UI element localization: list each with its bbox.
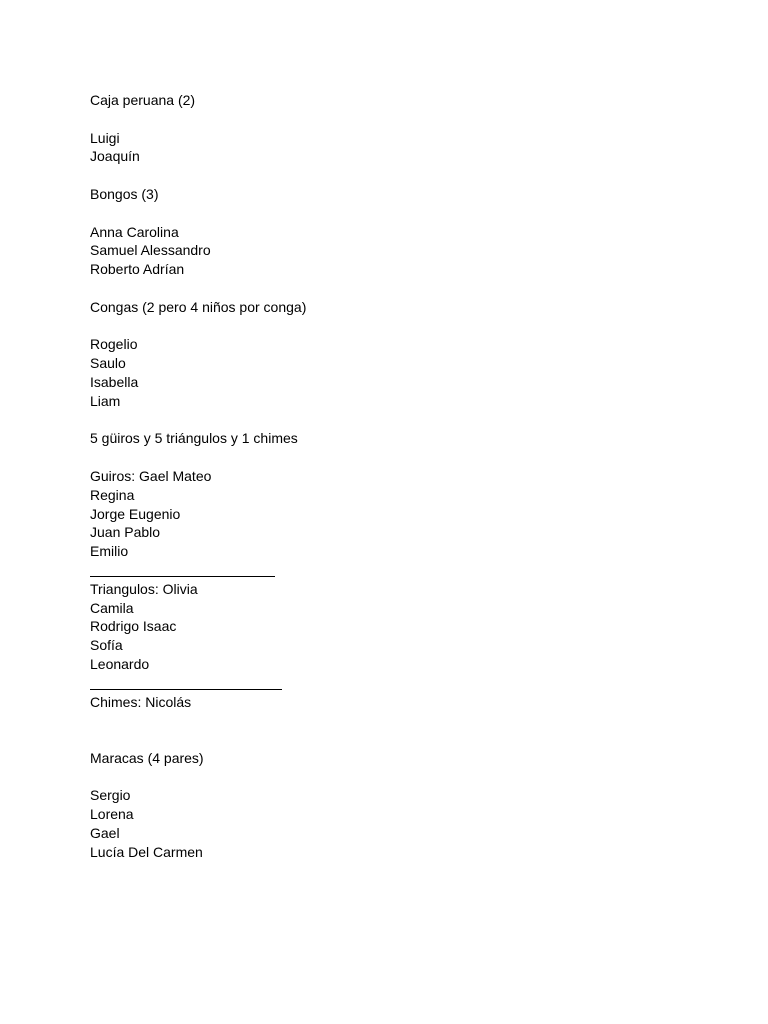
name-item: Regina [90, 486, 135, 503]
name-item: Sergio [90, 787, 131, 804]
section-heading: Congas (2 pero 4 niños por conga) [90, 298, 307, 315]
name-item: Triangulos: Olivia [90, 580, 198, 597]
name-item: Luigi [90, 129, 120, 146]
blank-line [90, 166, 690, 185]
blank-line [90, 411, 690, 430]
separator-line [90, 674, 690, 693]
blank-line [90, 711, 690, 730]
name-item: Rogelio [90, 336, 138, 353]
name-item: Lorena [90, 806, 134, 823]
blank-line [90, 448, 690, 467]
section-heading: Caja peruana (2) [90, 92, 196, 108]
name-item: Roberto Adrían [90, 261, 185, 278]
name-item: Guiros: Gael Mateo [90, 467, 212, 484]
name-item: Emilio [90, 543, 129, 560]
separator-line [90, 561, 690, 580]
document-page [90, 91, 690, 862]
section-heading: 5 güiros y 5 triángulos y 1 chimes [90, 430, 298, 447]
name-item: Samuel Alessandro [90, 242, 211, 259]
name-item: Leonardo [90, 655, 150, 672]
name-item: Isabella [90, 373, 139, 390]
section-heading: Bongos (3) [90, 185, 159, 202]
blank-line [90, 279, 690, 298]
section-heading: Maracas (4 pares) [90, 749, 204, 766]
name-item: Liam [90, 392, 121, 409]
name-item: Jorge Eugenio [90, 505, 181, 522]
name-item: Gael [90, 825, 120, 842]
blank-line [90, 110, 690, 129]
name-item: Chimes: Nicolás [90, 693, 192, 710]
blank-line [90, 204, 690, 223]
name-item: Joaquín [90, 148, 140, 165]
name-item: Sofía [90, 637, 123, 654]
blank-line [90, 730, 690, 749]
name-item: Anna Carolina [90, 223, 179, 240]
name-item: Rodrigo Isaac [90, 618, 177, 635]
blank-line [90, 768, 690, 787]
name-item: Juan Pablo [90, 524, 161, 541]
blank-line [90, 317, 690, 336]
name-item: Saulo [90, 355, 126, 372]
underline-rule [90, 689, 282, 690]
underline-rule [90, 576, 275, 577]
name-item: Lucía Del Carmen [90, 843, 203, 860]
name-item: Camila [90, 599, 134, 616]
